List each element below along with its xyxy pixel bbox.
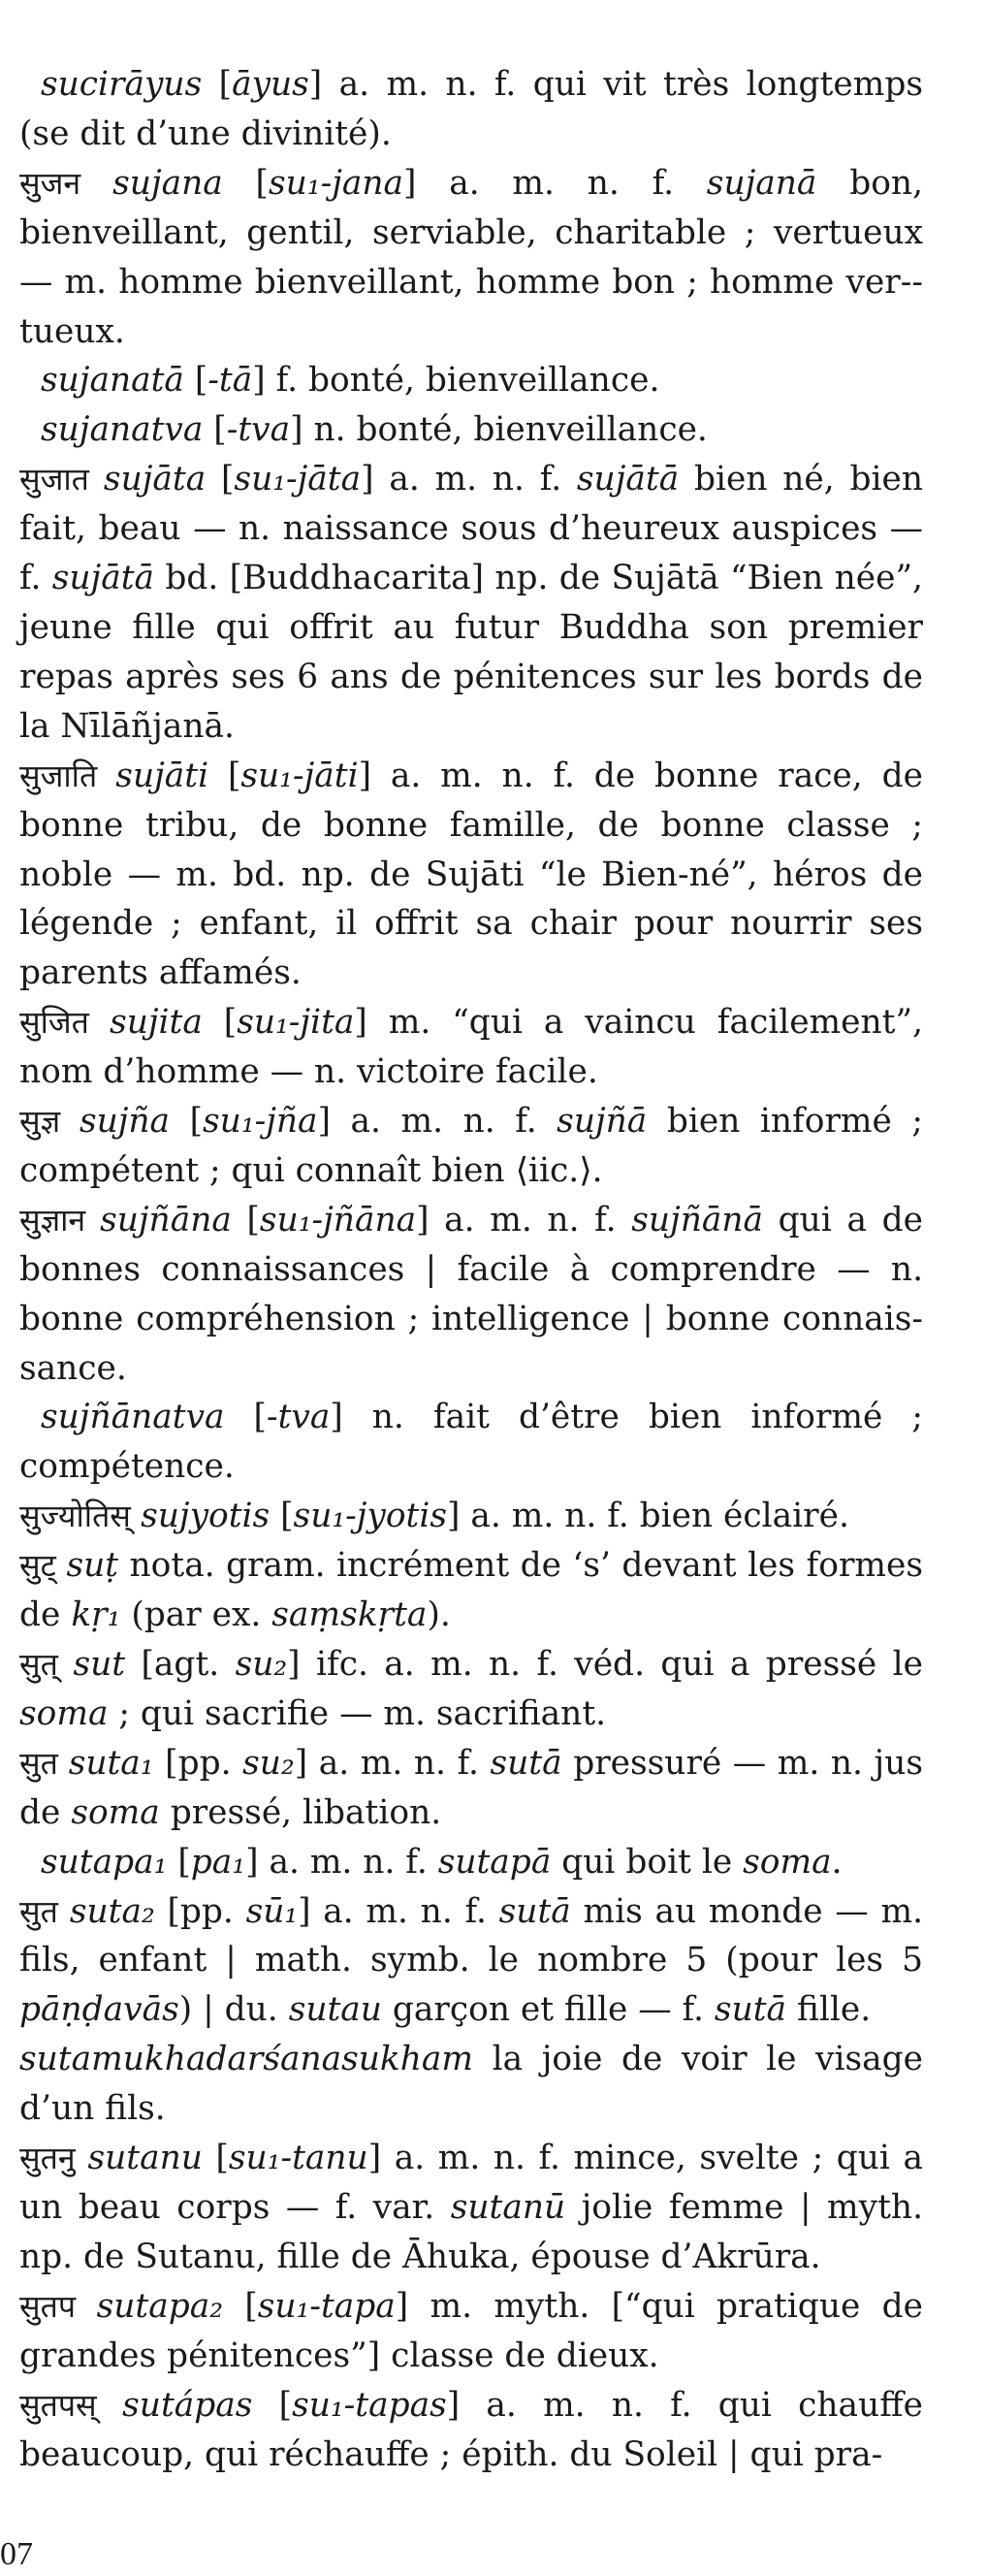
entry-text: pressé, libation. [159,1792,442,1832]
headword-devanagari: सुजाति [19,757,116,794]
italic-term: sujñānatva [41,1398,225,1437]
headword-devanagari: सुजात [19,461,104,499]
entry-text: ] a. m. n. f. qui chauffe beaucoup, qui réchauffe ; épith. du Soleil | qui pra- [19,2385,923,2474]
italic-term: su₁-jña [203,1102,318,1142]
entry-text: jolie femme | myth. np. de Sutanu, fille de Āhuka, épouse d’Akrūra. [19,2187,923,2276]
italic-term: -tva [226,410,291,450]
sub-entry [19,356,923,405]
italic-term: kṛ₁ [71,1595,121,1635]
entry-text: bien informé ; compétent ; qui connaît bien ⟨iic.⟩. [19,1102,923,1190]
italic-term: suṭ [66,1546,119,1586]
entry-text: garçon et fille — f. [381,1990,715,2030]
italic-term: sujāta [103,460,207,499]
entry-text: [ [224,1398,267,1437]
italic-term: sujana [112,163,223,203]
italic-term: sujñānā [631,1200,764,1240]
entry-text: (par ex. [120,1595,272,1635]
headword-devanagari: सुजन [19,164,113,202]
entry-text: mis au monde — m. fils, enfant | math. symb. le nombre 5 (pour les 5 [19,1891,924,1980]
entry-text: [ [202,65,233,104]
entry-text: fille. [786,1990,872,2030]
entry-text: [ [170,1102,204,1142]
entry-text: pressuré — m. n. jus de [19,1743,923,1832]
headword-devanagari: सुजित [19,1004,111,1042]
entry-text: bon, bienveillant, gentil, serviable, charitable ; vertueux — m. homme bienveillant, homme bon ; homme ver-tueux. [19,163,923,351]
dictionary-entry [19,60,923,159]
entry-text: ] a. m. n. f. de bonne race, de bonne tribu, de bonne famille, de bonne classe ; noble — m. bd. np. de Sujāti “le Bien-né”, héros de légende ; enfant, il offrit sa chair pour nourrir ses parents affamés. [19,756,923,993]
entry-text: [pp. [154,1891,246,1931]
italic-term: sutā [714,1990,787,2030]
italic-term: su₂ [242,1743,295,1783]
dictionary-entry [19,1541,923,1640]
entry-text: ] f. bonté, bienveillance. [252,361,660,401]
entry-text: [agt. [125,1645,236,1684]
headword-devanagari: सुत [19,1744,69,1782]
dictionary-entry [19,752,923,999]
entry-text: ] m. myth. [“qui pratique de grandes pénitences”] classe de dieux. [19,2286,923,2375]
entry-text: [ [167,1842,191,1882]
entry-text: ] a. m. n. f. [317,1102,557,1142]
italic-term: sujanatva [41,410,204,450]
headword-devanagari: सुतनु [19,2140,88,2177]
italic-term: su₁-tapa [257,2286,396,2326]
entry-text: ] a. m. n. f. [245,1842,438,1882]
headword-devanagari: सुतपस् [19,2386,123,2424]
italic-term: su₁-jñāna [259,1200,417,1240]
italic-term: sutanū [450,2187,566,2227]
italic-term: su₁-tanu [228,2139,368,2178]
entry-text: [ [203,410,227,450]
italic-term: -tva [266,1398,331,1437]
entry-text: la joie de voir le visage d’un fils. [19,2040,923,2129]
entry-text: qui boit le [551,1842,744,1882]
headword-devanagari: सुट् [19,1547,67,1585]
entry-text: [ [270,1497,294,1536]
entry-text: ] a. m. n. f. [294,1743,491,1783]
italic-term: sutau [288,1990,382,2030]
italic-term: sutapā [437,1842,552,1882]
headword-devanagari: सुतप [19,2287,97,2325]
italic-term: soma [19,1693,109,1733]
headword-devanagari: सुत [19,1892,70,1930]
entry-text: nota. gram. incrément de ‘s’ devant les formes de [19,1546,923,1635]
entry-text: [ [252,2385,293,2425]
italic-term: soma [743,1842,832,1882]
italic-term: pāṇḍavās [19,1990,179,2030]
italic-term: -tā [207,361,253,401]
italic-term: āyus [232,65,309,104]
italic-term: soma [71,1792,160,1832]
entry-text: [ [206,460,235,499]
entry-text: ) | du. [178,1990,289,2030]
dictionary-entry [19,1887,923,2036]
dictionary-entry [19,1196,923,1394]
dictionary-entry [19,1492,923,1541]
italic-term: sutā [490,1743,562,1783]
italic-term: sutapa₁ [41,1842,168,1882]
entry-text: ] m. “qui a vaincu facilement”, nom d’homme — n. victoire facile. [19,1003,923,1092]
entry-text: ] a. m. n. f. qui vit très longtemps (se dit d’une divinité). [19,65,923,153]
dictionary-entry [19,2035,923,2134]
italic-term: su₁-jana [268,163,404,203]
entry-text: ] ifc. a. m. n. f. véd. qui a pressé le [287,1645,923,1684]
entry-text: [ [183,361,208,401]
italic-term: pa₁ [190,1842,246,1882]
headword-devanagari: सुज्ञ [19,1103,80,1141]
sub-entry [19,1393,923,1492]
entry-text: . [831,1842,843,1882]
italic-term: saṃskṛta [271,1595,428,1635]
italic-term: sujāti [115,756,209,795]
headword-devanagari: सुत् [19,1646,74,1683]
sub-entry [19,1838,923,1887]
italic-term: sutā [498,1891,571,1931]
entry-text: ] a. m. n. f. [298,1891,499,1931]
entry-text: [ [223,2286,258,2326]
dictionary-page [19,60,923,2479]
italic-term: sujātā [51,559,155,598]
italic-term: sujanatā [41,361,184,401]
entry-text: bd. [Buddhacarita] np. de Sujātā “Bien née”, jeune fille qui offrit au futur Buddha son premier repas après ses 6 ans de pénitences sur les bords de la Nīlāñjanā. [19,559,923,746]
entry-text: qui a de bonnes connaissances | facile à comprendre — n. bonne compréhension ; intelligence | bonne connaissance. [19,1200,923,1388]
entry-text: ] a. m. n. f. [416,1200,632,1240]
italic-term: sutápas [122,2385,253,2425]
dictionary-entry [19,2282,923,2381]
italic-term: sutapa₂ [96,2286,224,2326]
italic-term: sut [73,1645,126,1684]
entry-text: ] a. m. n. f. mince, svelte ; qui a un beau corps — f. var. [19,2139,923,2227]
entry-text: [ [208,756,241,795]
italic-term: sū₁ [245,1891,299,1931]
italic-term: su₁-tapas [292,2385,447,2425]
entry-text: bien né, bien fait, beau — n. naissance sous d’heureux auspices — f. [19,460,923,598]
italic-term: sujātā [576,460,680,499]
entry-text: ] n. bonté, bienveillance. [290,410,708,450]
dictionary-entry [19,2381,923,2480]
headword-devanagari: सुज्योतिस् [19,1497,142,1535]
entry-text: ] a. m. n. f. [361,460,577,499]
italic-term: sutanu [87,2139,203,2178]
italic-term: sujyotis [141,1497,271,1536]
italic-term: sujita [110,1003,203,1043]
entry-text: ] a. m. n. f. bien éclairé. [447,1497,849,1536]
dictionary-entry [19,455,923,751]
sub-entry [19,405,923,455]
headword-devanagari: सुज्ञान [19,1201,101,1239]
dictionary-entry [19,1739,923,1838]
italic-term: sucirāyus [41,65,203,104]
italic-term: su₁-jita [237,1003,355,1043]
dictionary-entry [19,1097,923,1196]
italic-term: sutamukhadarśanasukham [19,2040,474,2079]
italic-term: suta₁ [68,1743,154,1783]
italic-term: sujanā [706,163,817,203]
entry-text: [ [202,2139,229,2178]
dictionary-entry [19,998,923,1097]
italic-term: sujñāna [100,1200,232,1240]
dictionary-entry [19,159,923,357]
entry-text: ] a. m. n. f. [403,163,707,203]
entry-text: ). [427,1595,451,1635]
italic-term: su₁-jyotis [293,1497,448,1536]
entry-text: [ [202,1003,238,1043]
dictionary-entry [19,2134,923,2282]
entry-text: [ [222,163,269,203]
italic-term: su₁-jāta [234,460,362,499]
entry-text: [pp. [153,1743,243,1783]
dictionary-entry [19,1640,923,1739]
italic-term: su₁-jāti [240,756,359,795]
entry-text: ; qui sacrifie — m. sacrifiant. [108,1693,607,1733]
italic-term: suta₂ [69,1891,155,1931]
entry-text: ] n. fait d’être bien informé ; compétence. [19,1398,923,1487]
italic-term: su₂ [235,1645,288,1684]
page-number: 07 [0,2536,33,2572]
italic-term: sujñā [557,1102,648,1142]
entry-text: [ [231,1200,260,1240]
italic-term: sujña [79,1102,171,1142]
